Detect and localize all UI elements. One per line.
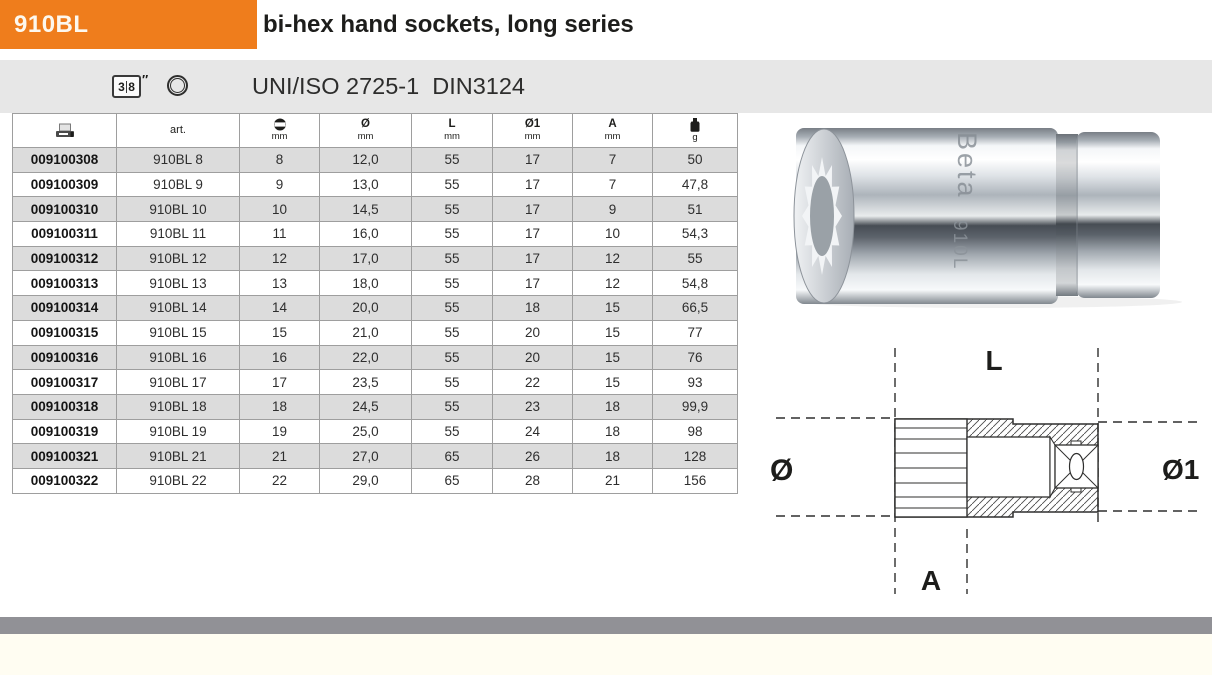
code-cell: 009100318 bbox=[13, 394, 117, 419]
a-mm-cell: 15 bbox=[573, 320, 653, 345]
length-mm-cell: 55 bbox=[412, 419, 493, 444]
weight-g-cell: 47,8 bbox=[653, 172, 738, 197]
weight-icon bbox=[690, 118, 700, 132]
technical-drawing bbox=[762, 322, 1212, 604]
drive-3-8-inch-icon bbox=[112, 72, 149, 98]
column-unit-hex: mm bbox=[271, 131, 288, 143]
a-mm-cell: 15 bbox=[573, 296, 653, 321]
diameter1-mm-cell: 22 bbox=[493, 370, 573, 395]
hex-mm-cell: 10 bbox=[240, 197, 320, 222]
page-title: bi-hex hand sockets, long series bbox=[263, 10, 634, 38]
column-header-hex-size bbox=[240, 114, 320, 148]
art-cell: 910BL 22 bbox=[117, 468, 240, 493]
standards-bar bbox=[0, 60, 1212, 113]
table-row bbox=[13, 197, 738, 222]
column-header-code bbox=[13, 114, 117, 148]
diameter-mm-cell: 20,0 bbox=[320, 296, 412, 321]
length-mm-cell: 55 bbox=[412, 370, 493, 395]
hex-mm-cell: 8 bbox=[240, 148, 320, 173]
table-row bbox=[13, 468, 738, 493]
ring-inner bbox=[170, 78, 185, 93]
hex-mm-cell: 14 bbox=[240, 296, 320, 321]
detent-ball bbox=[1070, 454, 1084, 480]
footer-background bbox=[0, 634, 1212, 675]
weight-g-cell: 77 bbox=[653, 320, 738, 345]
product-photo-socket bbox=[782, 118, 1212, 310]
column-label-diameter1: Ø1 bbox=[524, 117, 541, 130]
table-header-row bbox=[13, 114, 738, 148]
diameter-mm-cell: 25,0 bbox=[320, 419, 412, 444]
diameter-mm-cell: 23,5 bbox=[320, 370, 412, 395]
weight-g-cell: 54,3 bbox=[653, 222, 738, 247]
column-header-length bbox=[412, 114, 493, 148]
diameter-mm-cell: 24,5 bbox=[320, 394, 412, 419]
round-socket-icon bbox=[167, 75, 188, 96]
column-header-weight bbox=[653, 114, 738, 148]
hex-mm-cell: 21 bbox=[240, 444, 320, 469]
diameter1-mm-cell: 28 bbox=[493, 468, 573, 493]
a-mm-cell: 10 bbox=[573, 222, 653, 247]
length-mm-cell: 55 bbox=[412, 246, 493, 271]
column-label-length: L bbox=[448, 117, 456, 130]
art-cell: 910BL 14 bbox=[117, 296, 240, 321]
column-header-diameter1 bbox=[493, 114, 573, 148]
art-cell: 910BL 18 bbox=[117, 394, 240, 419]
column-unit-diameter: mm bbox=[357, 131, 374, 143]
diameter-mm-cell: 14,5 bbox=[320, 197, 412, 222]
spec-table bbox=[12, 113, 738, 494]
hex-mm-cell: 9 bbox=[240, 172, 320, 197]
table-row bbox=[13, 320, 738, 345]
diameter1-mm-cell: 17 bbox=[493, 172, 573, 197]
drive-numerator: 3 bbox=[118, 79, 125, 94]
column-header-diameter bbox=[320, 114, 412, 148]
diameter-mm-cell: 22,0 bbox=[320, 345, 412, 370]
diameter-mm-cell: 16,0 bbox=[320, 222, 412, 247]
diameter-mm-cell: 29,0 bbox=[320, 468, 412, 493]
weight-g-cell: 51 bbox=[653, 197, 738, 222]
code-cell: 009100317 bbox=[13, 370, 117, 395]
code-cell: 009100312 bbox=[13, 246, 117, 271]
socket-opening-icon bbox=[273, 118, 287, 131]
code-cell: 009100308 bbox=[13, 148, 117, 173]
art-cell: 910BL 11 bbox=[117, 222, 240, 247]
length-mm-cell: 55 bbox=[412, 222, 493, 247]
a-mm-cell: 18 bbox=[573, 419, 653, 444]
diameter1-mm-cell: 17 bbox=[493, 271, 573, 296]
label-socket-depth: A bbox=[920, 565, 942, 596]
label-outer-diameter: Ø bbox=[770, 454, 794, 487]
code-cell: 009100315 bbox=[13, 320, 117, 345]
table-row bbox=[13, 172, 738, 197]
a-mm-cell: 7 bbox=[573, 172, 653, 197]
art-cell: 910BL 9 bbox=[117, 172, 240, 197]
hex-mm-cell: 19 bbox=[240, 419, 320, 444]
diameter1-mm-cell: 20 bbox=[493, 345, 573, 370]
label-length: L bbox=[985, 345, 1003, 376]
a-mm-cell: 12 bbox=[573, 271, 653, 296]
hex-mm-cell: 16 bbox=[240, 345, 320, 370]
diameter-mm-cell: 27,0 bbox=[320, 444, 412, 469]
diameter1-mm-cell: 26 bbox=[493, 444, 573, 469]
square-drive-section bbox=[1055, 441, 1098, 492]
column-unit-a-depth: mm bbox=[604, 131, 621, 143]
diameter-mm-cell: 18,0 bbox=[320, 271, 412, 296]
diameter-mm-cell: 21,0 bbox=[320, 320, 412, 345]
weight-g-cell: 99,9 bbox=[653, 394, 738, 419]
diameter1-mm-cell: 17 bbox=[493, 246, 573, 271]
bi-hex-flutes bbox=[895, 419, 967, 517]
art-cell: 910BL 10 bbox=[117, 197, 240, 222]
a-mm-cell: 18 bbox=[573, 394, 653, 419]
barcode-printer-icon bbox=[54, 123, 76, 139]
column-unit-diameter1: mm bbox=[524, 131, 541, 143]
art-cell: 910BL 13 bbox=[117, 271, 240, 296]
a-mm-cell: 18 bbox=[573, 444, 653, 469]
art-cell: 910BL 17 bbox=[117, 370, 240, 395]
art-cell: 910BL 16 bbox=[117, 345, 240, 370]
a-mm-cell: 7 bbox=[573, 148, 653, 173]
weight-g-cell: 66,5 bbox=[653, 296, 738, 321]
code-cell: 009100314 bbox=[13, 296, 117, 321]
code-cell: 009100309 bbox=[13, 172, 117, 197]
hex-mm-cell: 11 bbox=[240, 222, 320, 247]
table-row bbox=[13, 419, 738, 444]
length-mm-cell: 55 bbox=[412, 172, 493, 197]
length-mm-cell: 55 bbox=[412, 320, 493, 345]
hex-mm-cell: 22 bbox=[240, 468, 320, 493]
length-mm-cell: 55 bbox=[412, 148, 493, 173]
hex-mm-cell: 17 bbox=[240, 370, 320, 395]
fraction-box bbox=[112, 75, 141, 98]
column-unit-length: mm bbox=[444, 131, 460, 143]
diameter-mm-cell: 12,0 bbox=[320, 148, 412, 173]
length-mm-cell: 55 bbox=[412, 271, 493, 296]
code-cell: 009100316 bbox=[13, 345, 117, 370]
diameter-mm-cell: 13,0 bbox=[320, 172, 412, 197]
column-header-art bbox=[117, 114, 240, 148]
socket-drive-end bbox=[1076, 132, 1160, 298]
length-mm-cell: 65 bbox=[412, 468, 493, 493]
cavity-transition bbox=[1050, 437, 1055, 497]
art-cell: 910BL 15 bbox=[117, 320, 240, 345]
socket-cavity bbox=[967, 437, 1050, 497]
art-cell: 910BL 21 bbox=[117, 444, 240, 469]
weight-g-cell: 55 bbox=[653, 246, 738, 271]
drive-denominator: 8 bbox=[128, 79, 135, 94]
a-mm-cell: 15 bbox=[573, 345, 653, 370]
length-mm-cell: 65 bbox=[412, 444, 493, 469]
hex-mm-cell: 12 bbox=[240, 246, 320, 271]
column-label-a-depth: A bbox=[608, 117, 617, 130]
length-mm-cell: 55 bbox=[412, 345, 493, 370]
column-unit-weight: g bbox=[692, 131, 698, 143]
a-mm-cell: 21 bbox=[573, 468, 653, 493]
code-cell: 009100319 bbox=[13, 419, 117, 444]
code-cell: 009100313 bbox=[13, 271, 117, 296]
diameter1-mm-cell: 17 bbox=[493, 197, 573, 222]
diameter1-mm-cell: 17 bbox=[493, 148, 573, 173]
diameter1-mm-cell: 20 bbox=[493, 320, 573, 345]
footer-divider-bar bbox=[0, 617, 1212, 634]
length-mm-cell: 55 bbox=[412, 296, 493, 321]
art-cell: 910BL 12 bbox=[117, 246, 240, 271]
code-cell: 009100321 bbox=[13, 444, 117, 469]
table-row bbox=[13, 271, 738, 296]
table-row bbox=[13, 394, 738, 419]
inch-mark: ″ bbox=[142, 72, 149, 87]
column-label-diameter: Ø bbox=[361, 117, 370, 130]
socket-bore bbox=[810, 176, 834, 256]
hex-mm-cell: 13 bbox=[240, 271, 320, 296]
diameter1-mm-cell: 18 bbox=[493, 296, 573, 321]
diameter-mm-cell: 17,0 bbox=[320, 246, 412, 271]
fraction-divider bbox=[126, 81, 128, 93]
weight-g-cell: 76 bbox=[653, 345, 738, 370]
code-cell: 009100322 bbox=[13, 468, 117, 493]
series-code: 910BL bbox=[14, 10, 89, 38]
table-row bbox=[13, 246, 738, 271]
table-row bbox=[13, 444, 738, 469]
column-header-a-depth bbox=[573, 114, 653, 148]
diameter1-mm-cell: 24 bbox=[493, 419, 573, 444]
weight-g-cell: 156 bbox=[653, 468, 738, 493]
art-cell: 910BL 19 bbox=[117, 419, 240, 444]
table-row bbox=[13, 370, 738, 395]
engraving-brand: Beta bbox=[952, 132, 982, 200]
art-cell: 910BL 8 bbox=[117, 148, 240, 173]
spec-table-body bbox=[13, 148, 738, 494]
diameter1-mm-cell: 17 bbox=[493, 222, 573, 247]
column-label-art: art. bbox=[170, 124, 186, 137]
engraving-model: 910L bbox=[949, 220, 970, 271]
table-row bbox=[13, 148, 738, 173]
standards-text: UNI/ISO 2725-1 DIN3124 bbox=[252, 73, 525, 99]
table-row bbox=[13, 296, 738, 321]
code-cell: 009100310 bbox=[13, 197, 117, 222]
label-drive-diameter: Ø1 bbox=[1162, 454, 1200, 485]
hex-mm-cell: 18 bbox=[240, 394, 320, 419]
table-row bbox=[13, 222, 738, 247]
length-mm-cell: 55 bbox=[412, 197, 493, 222]
weight-g-cell: 54,8 bbox=[653, 271, 738, 296]
a-mm-cell: 9 bbox=[573, 197, 653, 222]
diameter1-mm-cell: 23 bbox=[493, 394, 573, 419]
length-mm-cell: 55 bbox=[412, 394, 493, 419]
weight-g-cell: 128 bbox=[653, 444, 738, 469]
weight-g-cell: 98 bbox=[653, 419, 738, 444]
weight-g-cell: 93 bbox=[653, 370, 738, 395]
hex-mm-cell: 15 bbox=[240, 320, 320, 345]
weight-g-cell: 50 bbox=[653, 148, 738, 173]
code-cell: 009100311 bbox=[13, 222, 117, 247]
a-mm-cell: 12 bbox=[573, 246, 653, 271]
a-mm-cell: 15 bbox=[573, 370, 653, 395]
series-code-banner bbox=[0, 0, 257, 49]
table-row bbox=[13, 345, 738, 370]
